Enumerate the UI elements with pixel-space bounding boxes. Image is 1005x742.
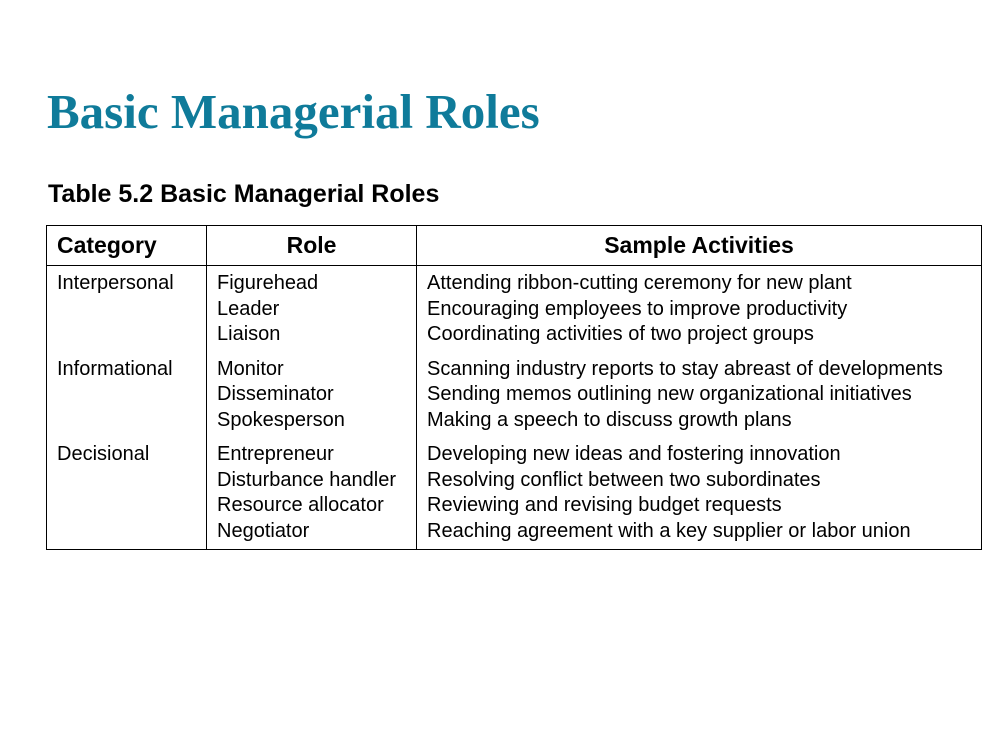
role-cell [207, 266, 417, 348]
role-cell [207, 348, 417, 434]
slide-title: Basic Managerial Roles [47, 84, 540, 139]
category-label: Informational [57, 357, 173, 380]
table-row-interpersonal [47, 266, 982, 348]
activity-item: Encouraging employees to improve productivity [427, 297, 848, 320]
activity-item: Coordinating activities of two project groups [427, 323, 814, 345]
activity-item: Attending ribbon-cutting ceremony for new plant [427, 272, 852, 294]
role-item: Figurehead [217, 272, 319, 294]
activity-item: Resolving conflict between two subordinates [427, 468, 821, 491]
header-category: Category [47, 226, 207, 266]
activity-item: Developing new ideas and fostering innovation [427, 443, 841, 465]
role-item: Disturbance handler [217, 468, 396, 491]
role-item: Leader [217, 297, 280, 320]
category-cell [47, 433, 207, 550]
category-label: Interpersonal [57, 272, 174, 294]
role-item: Liaison [217, 323, 281, 345]
role-item: Disseminator [217, 383, 334, 405]
activities-cell [417, 266, 982, 348]
activity-item: Sending memos outlining new organizational initiatives [427, 383, 912, 405]
header-sample-activities: Sample Activities [417, 226, 982, 266]
table-row-decisional [47, 433, 982, 550]
category-label: Decisional [57, 443, 150, 465]
role-item: Resource allocator [217, 494, 384, 516]
role-item: Monitor [217, 357, 284, 380]
category-cell [47, 348, 207, 434]
activity-item: Reviewing and revising budget requests [427, 494, 782, 516]
activities-cell [417, 433, 982, 550]
header-role: Role [207, 226, 417, 266]
role-item: Spokesperson [217, 408, 345, 431]
activities-cell [417, 348, 982, 434]
category-cell [47, 266, 207, 348]
header-row [47, 226, 982, 266]
table-row-informational [47, 348, 982, 434]
role-cell [207, 433, 417, 550]
activity-item: Reaching agreement with a key supplier or labor union [427, 519, 911, 542]
activity-item: Making a speech to discuss growth plans [427, 408, 792, 431]
managerial-roles-table [46, 225, 982, 550]
table-caption: Table 5.2 Basic Managerial Roles [48, 180, 440, 208]
role-item: Negotiator [217, 519, 310, 542]
activity-item: Scanning industry reports to stay abreast of developments [427, 357, 943, 380]
role-item: Entrepreneur [217, 443, 334, 465]
